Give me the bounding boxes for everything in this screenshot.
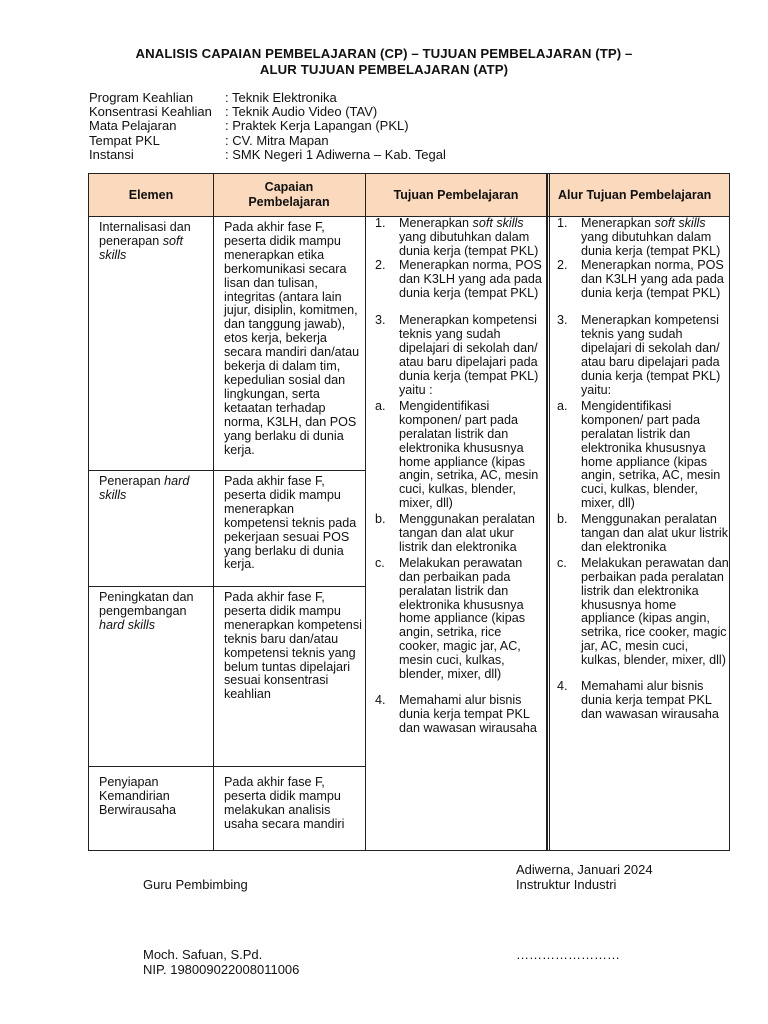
title-line-2: ALUR TUJUAN PEMBELAJARAN (ATP) bbox=[259, 62, 509, 77]
info-label: Instansi bbox=[89, 146, 134, 162]
info-row bbox=[89, 148, 446, 162]
info-value: : SMK Negeri 1 Adiwerna – Kab. Tegal bbox=[225, 146, 446, 162]
left-signatory-nip: NIP. 198009022008011006 bbox=[143, 962, 300, 977]
list-item: a. Mengidentifikasi komponen/ part pada peralatan listrik dan elektronika khususnya home appliance (kipas angin, setrika, AC, mesin cuci, kulkas, blender, mixer, dll) bbox=[375, 398, 539, 511]
header-tujuan: Tujuan Pembelajaran bbox=[393, 187, 519, 202]
place-date: Adiwerna, Januari 2024 bbox=[516, 862, 653, 877]
column-divider bbox=[365, 174, 366, 850]
info-label: Konsentrasi Keahlian bbox=[89, 104, 212, 120]
info-label: Tempat PKL bbox=[89, 132, 160, 148]
info-row bbox=[89, 134, 446, 148]
row-divider bbox=[89, 470, 365, 471]
element-cell: Peningkatan dan pengembangan hard skills bbox=[99, 590, 194, 632]
list-item: 2. Menerapkan norma, POS dan K3LH yang ada pada dunia kerja (tempat PKL) bbox=[557, 257, 724, 300]
info-block bbox=[89, 91, 446, 162]
alur-list bbox=[557, 217, 729, 722]
element-cell: Penerapan hard skills bbox=[99, 474, 190, 502]
row-divider bbox=[89, 586, 365, 587]
capaian-cell: Pada akhir fase F, peserta didik mampu menerapkan kompetensi teknis pada pekerjaan sesuai POS yang berlaku di dunia kerja. bbox=[224, 474, 357, 572]
tujuan-list bbox=[375, 217, 545, 736]
element-cell: Internalisasi dan penerapan soft skills bbox=[99, 220, 191, 262]
capaian-cell: Pada akhir fase F, peserta didik mampu menerapkan kompetensi teknis baru dan/atau kompetensi teknis yang belum tuntas dipelajari sesuai konsentrasi keahlian bbox=[224, 590, 362, 702]
cp-tp-atp-table bbox=[88, 173, 730, 851]
list-item: 3. Menerapkan kompetensi teknis yang sudah dipelajari di sekolah dan/ atau baru dipelajari pada dunia kerja (tempat PKL) yaitu : bbox=[375, 313, 539, 397]
row-divider bbox=[89, 766, 365, 767]
list-item: 1. Menerapkan soft skills yang dibutuhkan dalam dunia kerja (tempat PKL) bbox=[375, 216, 539, 258]
capaian-cell: Pada akhir fase F, peserta didik mampu menerapkan etika berkomunikasi secara lisan dan tulisan, integritas (antara lain jujur, disiplin, komitmen, dan tanggung jawab), etos kerja, bekerja secara mandiri dan/atau bekerja di dalam tim, kepedulian sosial dan lingkungan, serta ketaatan terhadap norma, K3LH, dan POS yang berlaku di dunia kerja. bbox=[224, 220, 360, 457]
right-signatory-name: …………………… bbox=[516, 947, 620, 962]
list-item: 4. Memahami alur bisnis dunia kerja tempat PKL dan wawasan wirausaha bbox=[375, 693, 537, 735]
document-title bbox=[0, 46, 768, 78]
column-divider bbox=[549, 174, 550, 850]
column-divider bbox=[546, 174, 548, 850]
header-alur: Alur Tujuan Pembelajaran bbox=[558, 187, 712, 202]
list-item: b. Menggunakan peralatan tangan dan alat ukur listrik dan elektronika bbox=[375, 512, 535, 554]
list-item: 1. Menerapkan soft skills yang dibutuhkan dalam dunia kerja (tempat PKL) bbox=[557, 216, 721, 258]
table-header bbox=[89, 174, 729, 217]
left-signatory-name: Moch. Safuan, S.Pd. bbox=[143, 947, 263, 962]
left-signatory-role: Guru Pembimbing bbox=[143, 877, 248, 892]
list-item: b. Menggunakan peralatan tangan dan alat ukur listrik dan elektronika bbox=[557, 512, 729, 554]
capaian-cell: Pada akhir fase F, peserta didik mampu melakukan analisis usaha secara mandiri bbox=[224, 775, 345, 831]
title-line-1: ANALISIS CAPAIAN PEMBELAJARAN (CP) – TUJUAN PEMBELAJARAN (TP) – bbox=[135, 46, 633, 61]
header-capaian: Capaian Pembelajaran bbox=[248, 180, 330, 209]
info-label: Program Keahlian bbox=[89, 90, 194, 105]
list-item: 4. Memahami alur bisnis dunia kerja tempat PKL dan wawasan wirausaha bbox=[557, 679, 719, 721]
list-item: 3. Menerapkan kompetensi teknis yang sudah dipelajari di sekolah dan/ atau baru dipelajari pada dunia kerja (tempat PKL) yaitu: bbox=[557, 313, 721, 397]
info-label: Mata Pelajaran bbox=[89, 118, 177, 134]
info-row bbox=[89, 91, 446, 105]
list-item: a. Mengidentifikasi komponen/ part pada peralatan listrik dan elektronika khususnya home appliance (kipas angin, setrika, AC, mesin cuci, kulkas, blender, mixer, dll) bbox=[557, 398, 721, 511]
info-value: : CV. Mitra Mapan bbox=[225, 132, 329, 148]
list-item: 2. Menerapkan norma, POS dan K3LH yang ada pada dunia kerja (tempat PKL) bbox=[375, 257, 542, 300]
info-value: : Praktek Kerja Lapangan (PKL) bbox=[225, 118, 409, 134]
header-elemen: Elemen bbox=[128, 187, 174, 202]
info-value: : Teknik Elektronika bbox=[225, 90, 337, 105]
info-row bbox=[89, 105, 446, 119]
element-cell: Penyiapan Kemandirian Berwirausaha bbox=[99, 775, 177, 817]
right-signatory-role: Instruktur Industri bbox=[516, 877, 617, 892]
list-item: c. Melakukan perawatan dan perbaikan pada peralatan listrik dan elektronika khususnya home appliance (kipas angin, setrika, rice cooker, magic jar, AC, mesin cuci, kulkas, blender, mixer, dll) bbox=[557, 555, 729, 668]
info-row bbox=[89, 119, 446, 133]
info-value: : Teknik Audio Video (TAV) bbox=[225, 104, 378, 120]
column-divider bbox=[213, 174, 214, 850]
list-item: c. Melakukan perawatan dan perbaikan pada peralatan listrik dan elektronika khususnya home appliance (kipas angin, setrika, rice cooker, magic jar, AC, mesin cuci, kulkas, blender, mixer, dll) bbox=[375, 555, 526, 682]
